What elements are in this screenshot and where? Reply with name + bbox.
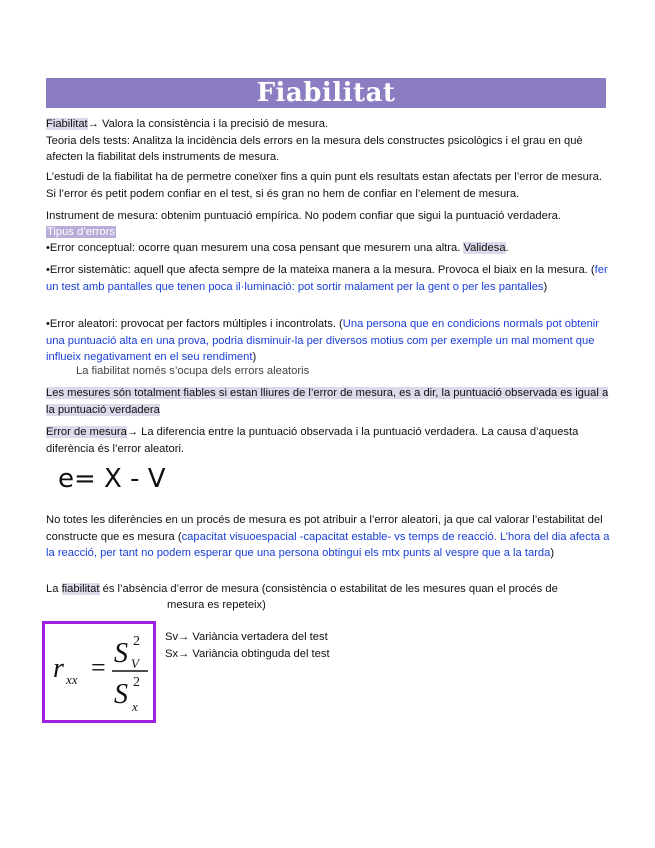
tipus-errors-heading: Tipus d’errors (47, 226, 115, 238)
tipus-errors-block (46, 224, 612, 241)
formula-box (42, 621, 156, 723)
no-totes-example: capacitat visuoespacial -capacitat estable- vs temps de reacció. L’hora del dia afecta a la reacció, per tant no podem esperar que una persona obtingui els mtx punts al vespre que a la tarda (46, 530, 610, 559)
la-fiab-pre: La (46, 583, 62, 595)
error-aleatori-text: •Error aleatori: provocat per factors múltiples i incontrolats. ( (46, 318, 343, 330)
error-mesura-block (46, 424, 612, 457)
error-aleatori (46, 316, 612, 366)
la-fiab-line2: mesura es repeteix) (167, 599, 266, 611)
validesa-tag: Validesa (463, 242, 506, 254)
term-error-mesura: Error de mesura (46, 426, 127, 438)
error-mesura-text: La diferencia entre la puntuació observada i la puntuació verdadera. La causa d’aquesta diferència és l’error aleatori. (46, 426, 579, 455)
la-fiab-text: és l’absència d’error de mesura (consistència o estabilitat de les mesures quan el procés de (99, 583, 558, 595)
formula-lhs-sub: xx (66, 672, 78, 687)
arrow: → (87, 118, 99, 130)
error-sistematic-end: ) (543, 280, 548, 293)
intro-block (46, 116, 612, 166)
formula-reliability (45, 624, 153, 720)
paragraph-la-fiabilitat (46, 581, 612, 598)
legend-sv: Sv→ Variància vertadera del test (165, 631, 328, 643)
error-conceptual (46, 240, 612, 257)
paragraph-instrument: Instrument de mesura: obtenim puntuació empírica. No podem confiar que sigui la puntuació verdadera. (46, 210, 561, 222)
no-totes-text: No totes les diferències en un procés de mesura es pot atribuir a l’error aleatori, ja que cal valorar l’estabilitat del constructe que es mesura ( (46, 514, 603, 543)
formula-den: S (114, 679, 128, 710)
no-totes-end: ) (550, 547, 555, 559)
formula-den-sup: 2 (133, 675, 140, 690)
paragraph-study: L’estudi de la fiabilitat ha de permetre coneïxer fins a quin punt els resultats estan afectats per l’error de mesura. Si l’error és petit podem confiar en el test, si és gran no hem de confiar en l’element de mesura. (46, 171, 602, 200)
term-fiabilitat-2: fiabilitat (61, 583, 100, 595)
error-conceptual-text: •Error conceptual: ocorre quan mesurem una cosa pensant que mesurem una altra. (46, 242, 464, 254)
legend-sx: Sx→ Variància obtinguda del test (165, 647, 330, 660)
error-conceptual-end: . (505, 242, 509, 254)
error-aleatori-example: Una persona que en condicions normals pot obtenir una puntuació alta en una prova, podria disminuir-la per diversos motius com per exemple un mal moment que influeix negativament en el seu rendiment (46, 318, 600, 363)
error-sistematic (46, 262, 612, 295)
formula-equals: = (91, 653, 106, 682)
intro-definition: Valora la consistència i la precisió de mesura. (98, 118, 329, 130)
formula-den-sub: x (132, 699, 138, 714)
aleatori-note: La fiabilitat només s’ocupa dels errors aleatoris (76, 365, 310, 377)
arrow: → (126, 426, 139, 438)
error-aleatori-end: ) (252, 351, 257, 363)
error-sistematic-text: •Error sistemàtic: aquell que afecta sempre de la mateixa manera a la mesura. Provoca el biaix en la mesura. ( (46, 264, 595, 276)
title-banner (46, 78, 606, 108)
error-sistematic-example: fer un test amb pantalles que tenen poca il·luminació: pot sortir malament per la gent o per les pantalles (46, 264, 608, 293)
intro-teoria: Teoria dels tests: Analitza la incidència dels errors en la mesura dels constructes psicològics i el grau en què afecten la fiabilitat dels instruments de mesura. (46, 134, 583, 163)
lliures-text: Les mesures són totalment fiables si estan lliures de l’error de mesura, es a dir, la puntuació observada es igual a la puntuació verdadera (46, 387, 609, 416)
formula-error: e= X - V (58, 464, 166, 494)
paragraph-no-totes (46, 512, 612, 562)
formula-num-sub: V (131, 656, 139, 671)
variance-legend (165, 629, 465, 662)
formula-num: S (114, 638, 128, 669)
formula-lhs: r (53, 653, 64, 684)
term-fiabilitat: Fiabilitat (46, 118, 88, 130)
page-title: Fiabilitat (256, 78, 396, 108)
paragraph-lliures (46, 385, 612, 418)
formula-num-sup: 2 (133, 634, 140, 649)
